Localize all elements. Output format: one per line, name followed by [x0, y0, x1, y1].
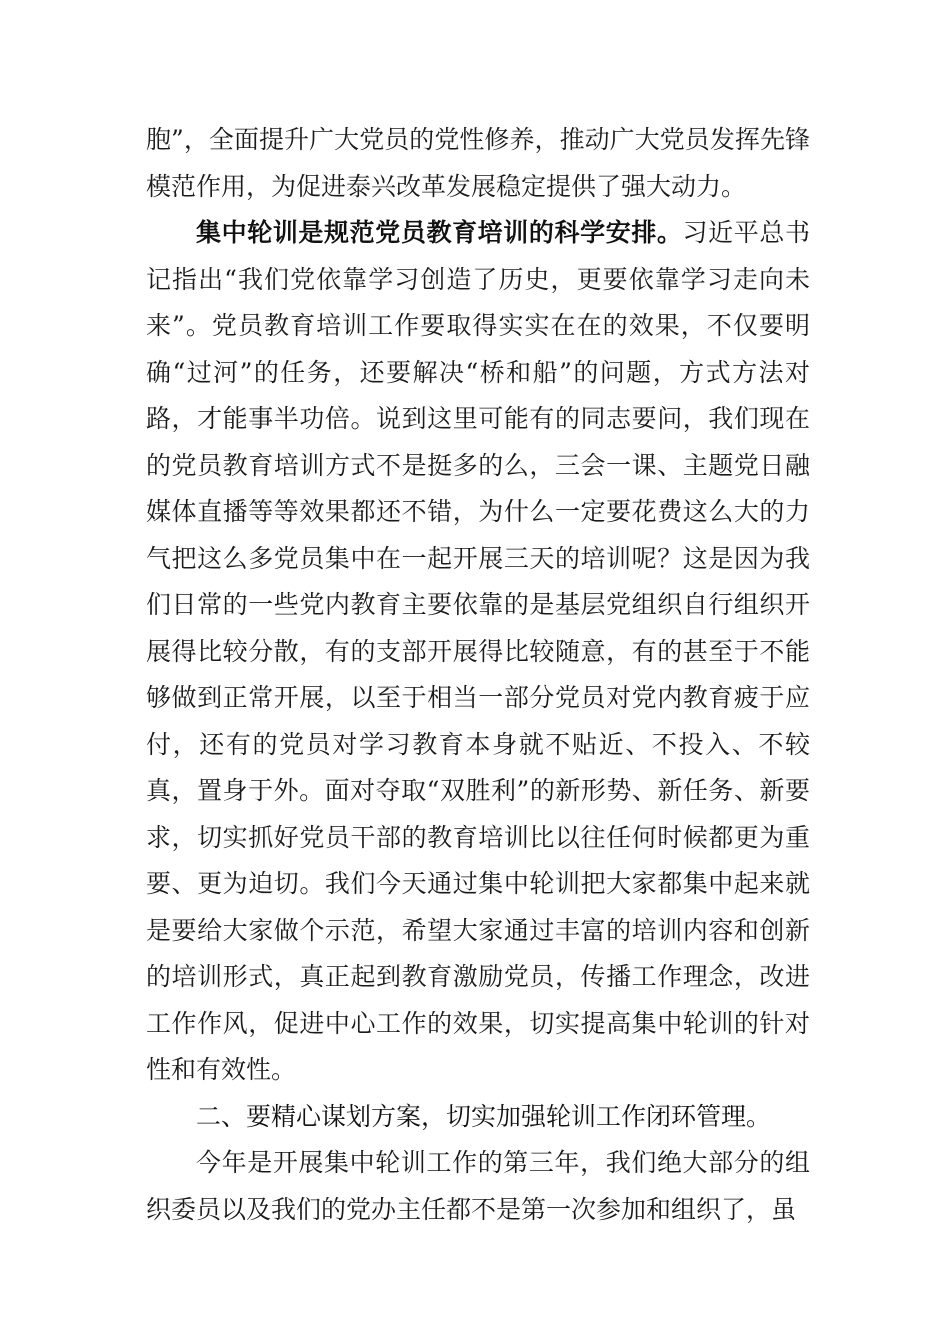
- paragraph-lead-sentence: 集中轮训是规范党员教育培训的科学安排。: [196, 218, 683, 247]
- paragraph-training-arrangement: [146, 210, 810, 1094]
- section-heading: 二、要精心谋划方案，切实加强轮训工作闭环管理。: [196, 1101, 772, 1131]
- paragraph-continuation: 胞”，全面提升广大党员的党性修养，推动广大党员发挥先锋模范作用，为促进泰兴改革发展稳定提供了强大动力。: [146, 125, 810, 201]
- paragraph-body-text: 习近平总书记指出“我们党依靠学习创造了历史，更要依靠学习走向未来”。党员教育培训工作要取得实实在在的效果，不仅要明确“过河”的任务，还要解决“桥和船”的问题，方式方法对路，才能事半功倍。说到这里可能有的同志要问，我们现在的党员教育培训方式不是挺多的么，三会一课、主题党日融媒体直播等等效果都还不错，为什么一定要花费这么大的力气把这么多党员集中在一起开展三天的培训呢？这是因为我们日常的一些党内教育主要依靠的是基层党组织自行组织开展得比较分散，有的支部开展得比较随意，有的甚至于不能够做到正常开展，以至于相当一部分党员对党内教育疲于应付，还有的党员对学习教育本身就不贴近、不投入、不较真，置身于外。面对夺取“双胜利”的新形势、新任务、新要求，切实抓好党员干部的教育培训比以往任何时候都更为重要、更为迫切。我们今天通过集中轮训把大家都集中起来就是要给大家做个示范，希望大家通过丰富的培训内容和创新的培训形式，真正起到教育激励党员，传播工作理念，改进工作作风，促进中心工作的效果，切实提高集中轮训的针对性和有效性。: [146, 218, 810, 1084]
- document-body: [146, 117, 810, 1233]
- paragraph-third-year: 今年是开展集中轮训工作的第三年，我们绝大部分的组织委员以及我们的党办主任都不是第一次参加和组织了，虽: [146, 1148, 810, 1224]
